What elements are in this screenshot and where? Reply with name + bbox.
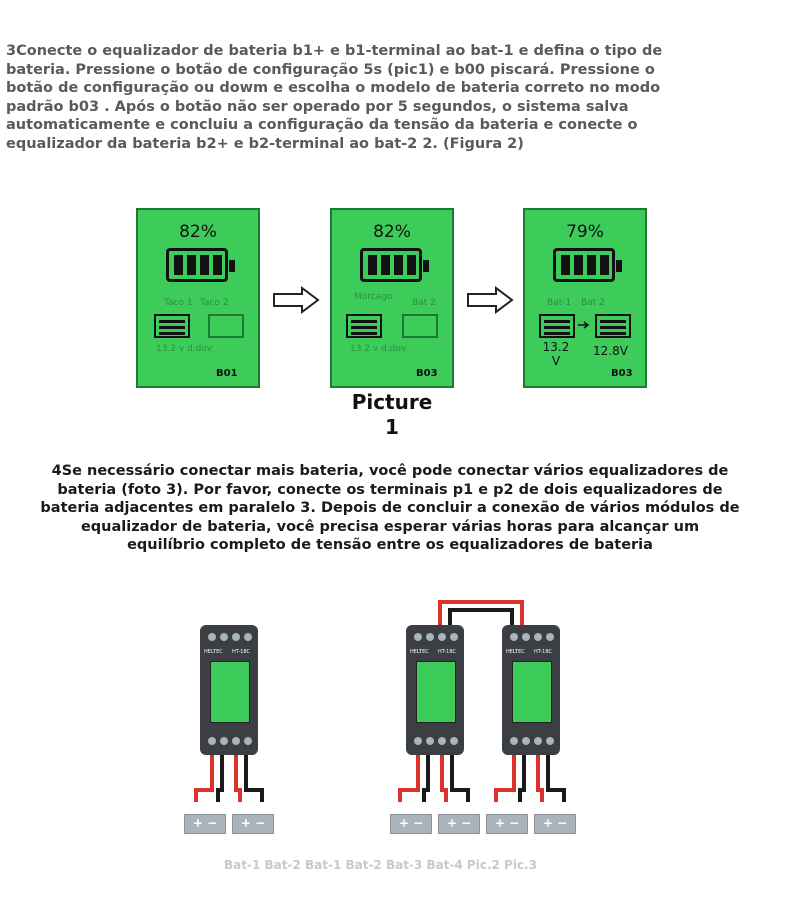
battery-percent: 79% (566, 222, 604, 242)
step4-instructions: 4Se necessário conectar mais bateria, você pode conectar vários equalizadores de bateria (foto 3). Por favor, conecte os terminais p1 e p2 de dois equalizadores de bateria adjacentes em paralelo 3. Depois de concluir a conexão de vários módulos de equalizador de bateria, você precisa esperar várias horas para alcançar um equilíbrio completo de tensão entre os equalizadores de bateria (40, 463, 740, 553)
voltage-readout: 13.2 v d.dov (350, 344, 407, 354)
wiring-diagram (0, 590, 800, 850)
equalizer-module-1 (200, 625, 258, 755)
lcd-screen-2 (330, 208, 454, 388)
battery-cell-icon: + − (486, 814, 528, 834)
lcd-screen-3 (523, 208, 647, 388)
wiring-caption: Bat-1 Bat-2 Bat-1 Bat-2 Bat-3 Bat-4 Pic.2 Pic.3 (224, 858, 537, 872)
voltage-right: 12.8V (593, 344, 628, 358)
battery-level-icon (360, 248, 422, 282)
equalizer-module-3 (502, 625, 560, 755)
battery-cell-icon: + − (390, 814, 432, 834)
battery-cell-icon: + − (232, 814, 274, 834)
cell-label-left: Taco 1 (164, 298, 193, 308)
module-model: HT-18C (534, 649, 553, 655)
arrow-right-icon (272, 286, 320, 314)
arrow-right-icon (466, 286, 514, 314)
module-screen (416, 661, 456, 723)
battery-type-code: B01 (216, 368, 238, 379)
module-screen (512, 661, 552, 723)
cell-label-right: Bat 2 (412, 298, 436, 308)
cell-empty-icon (208, 314, 244, 338)
cell-label-right: Bat 2 (581, 298, 605, 308)
battery-type-code: B03 (416, 368, 438, 379)
cell-filled-icon (154, 314, 190, 338)
battery-cell-icon: + − (534, 814, 576, 834)
cell-label-left: Morcago (354, 292, 393, 302)
cell-label-right: Taco 2 (200, 298, 229, 308)
module-brand: HELTEC (410, 649, 429, 655)
cell-filled-icon (595, 314, 631, 338)
battery-cell-icon: + − (184, 814, 226, 834)
module-model: HT-18C (438, 649, 457, 655)
cell-label-left: Bat-1 (547, 298, 572, 308)
picture-caption: Picture 1 (351, 390, 433, 439)
battery-cell-icon: + − (438, 814, 480, 834)
voltage-readout: 13.2 v d.dov (156, 344, 213, 354)
battery-level-icon (553, 248, 615, 282)
battery-level-icon (166, 248, 228, 282)
voltage-left: 13.2 V (542, 340, 570, 368)
module-brand: HELTEC (506, 649, 525, 655)
equalizer-module-2 (406, 625, 464, 755)
module-screen (210, 661, 250, 723)
module-brand: HELTEC (204, 649, 223, 655)
battery-percent: 82% (179, 222, 217, 242)
cell-empty-icon (402, 314, 438, 338)
battery-type-code: B03 (611, 368, 633, 379)
module-model: HT-18C (232, 649, 251, 655)
cell-filled-icon (346, 314, 382, 338)
lcd-screen-1 (136, 208, 260, 388)
arrow-right-icon (577, 320, 591, 330)
battery-percent: 82% (373, 222, 411, 242)
cell-filled-icon (539, 314, 575, 338)
step3-instructions: 3Conecte o equalizador de bateria b1+ e b1-terminal ao bat-1 e defina o tipo de bateria. Pressione o botão de configuração 5s (pic1) e b00 piscará. Pressione o botão de configuração ou dowm e escolha o modelo de bateria correto no modo padrão b03 . Após o botão não ser operado por 5 segundos, o sistema salva automaticamente e concluiu a configuração da tensão da bateria e conecte o equalizador da bateria b2+ e b2-terminal ao bat-2 2. (Figura 2) (6, 43, 663, 152)
